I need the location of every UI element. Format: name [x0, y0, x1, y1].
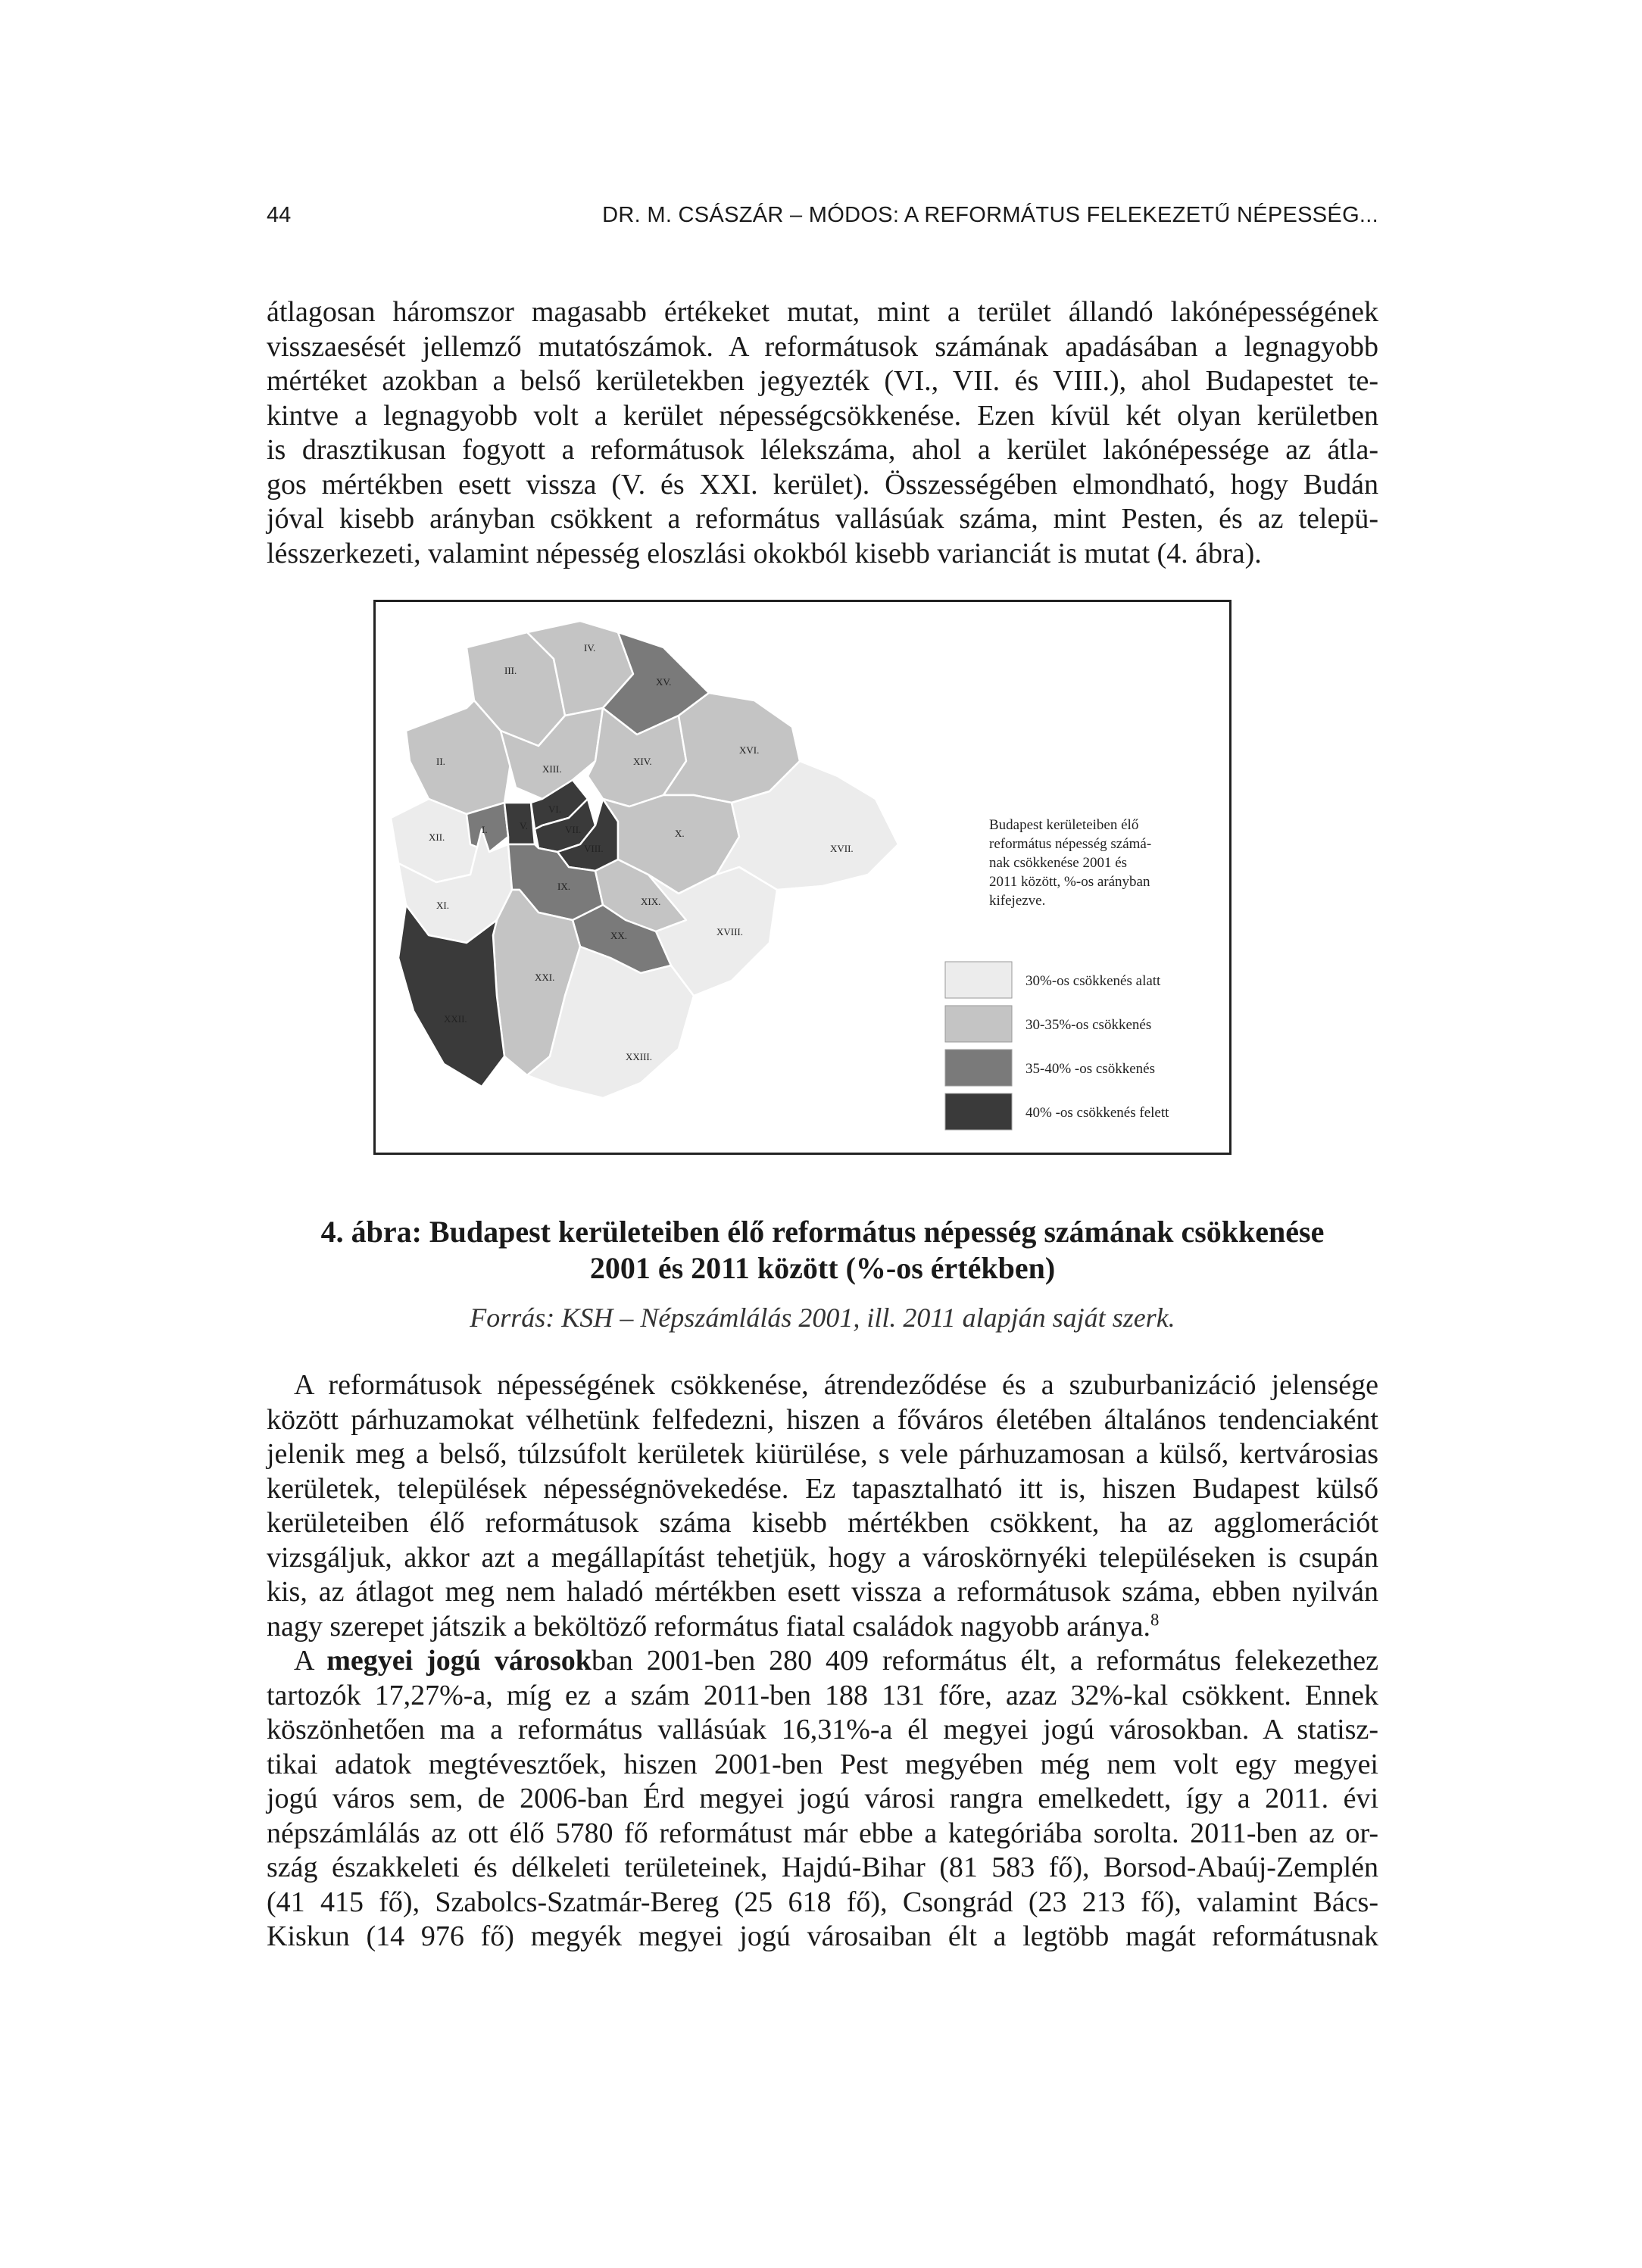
- text-line: A reformátusok népességének csökkenése, átrendeződése és a szuburbanizáció jelensége: [294, 1369, 1378, 1401]
- legend-label: 35-40% -os csökkenés: [1025, 1061, 1155, 1077]
- running-title: DR. M. CSÁSZÁR – MÓDOS: A REFORMÁTUS FELEKEZETŰ NÉPESSÉG...: [602, 203, 1378, 227]
- text-line: kis, az átlagot meg nem haladó mértékben esett vissza a reformátusok száma, ebben nyilván: [267, 1576, 1378, 1608]
- district-label: XXII.: [444, 1013, 467, 1025]
- text-line: [267, 1610, 1378, 1645]
- legend-note-line: református népesség számá-: [989, 836, 1152, 852]
- text-line: jogú város sem, de 2006-ban Érd megyei jogú városi rangra emelkedett, így a 2011. évi: [267, 1783, 1378, 1814]
- text-line: népszámlálás az ott élő 5780 fő reformátust már ebbe a kategóriába sorolta. 2011-ben az or-: [267, 1817, 1378, 1849]
- paragraph-3: [267, 1644, 1378, 1954]
- text-line: vizsgáljuk, akkor azt a megállapítást tehetjük, hogy a városkörnyéki településeken is csupán: [267, 1541, 1378, 1574]
- text-line: [267, 1644, 1378, 1679]
- text-line: jelenik meg a belső, túlzsúfolt kerületek kiürülése, s vele párhuzamosan a külső, kertvárosias: [267, 1438, 1378, 1470]
- text-run: nagy szerepet játszik a beköltöző református fiatal családok nagyobb aránya.: [267, 1610, 1150, 1643]
- legend-swatch-2: [945, 1050, 1012, 1086]
- district-label: X.: [675, 828, 685, 839]
- text-run: A: [294, 1645, 327, 1677]
- text-run: ban 2001-ben 280 409 református élt, a református felekezethez: [591, 1645, 1378, 1677]
- legend-swatch-3: [945, 1093, 1012, 1130]
- district-label: VII.: [565, 824, 582, 835]
- bold-phrase: megyei jogú városok: [326, 1645, 592, 1677]
- legend-label: 40% -os csökkenés felett: [1025, 1105, 1169, 1121]
- text-line: között párhuzamokat vélhetünk felfedezni, hiszen a főváros életében általános tendenciaként: [267, 1403, 1378, 1436]
- district-label: XIII.: [542, 763, 562, 775]
- figure-caption: [267, 1214, 1378, 1287]
- page-number: 44: [267, 203, 292, 227]
- text-line: szág északkeleti és délkeleti területeinek, Hajdú-Bihar (81 583 fő), Borsod-Abaúj-Zemplén: [267, 1852, 1378, 1883]
- figure-source: Forrás: KSH – Népszámlálás 2001, ill. 2011 alapján saját szerk.: [470, 1302, 1175, 1333]
- page-header: [267, 203, 1378, 233]
- district-label: XIX.: [641, 896, 661, 907]
- text-line: mértéket azokban a belső kerületekben jegyezték (VI., VII. és VIII.), ahol Budapestet te-: [267, 365, 1378, 397]
- district-label: XI.: [436, 900, 449, 911]
- legend-note-line: kifejezve.: [989, 893, 1046, 909]
- text-line: (41 415 fő), Szabolcs-Szatmár-Bereg (25 618 fő), Csongrád (23 213 fő), valamint Bács-: [267, 1886, 1378, 1918]
- district-label: XVIII.: [716, 926, 744, 937]
- text-line: kintve a legnagyobb volt a kerület népességcsökkenése. Ezen kívül két olyan kerületben: [267, 399, 1378, 432]
- district-label: XVI.: [739, 744, 760, 756]
- district-label: IV.: [584, 642, 596, 654]
- legend-swatch-1: [945, 1006, 1012, 1042]
- text-line: visszaesését jellemző mutatószámok. A reformátusok számának apadásában a legnagyobb: [267, 330, 1378, 363]
- text-line: kerületek, települések népességnövekedése. Ez tapasztalható itt is, hiszen Budapest külső: [267, 1472, 1378, 1505]
- district-map: [376, 602, 1229, 1153]
- district-label: VI.: [548, 803, 561, 815]
- text-line: lésszerkezeti, valamint népesség eloszlási okokból kisebb varianciát is mutat (4. ábra).: [267, 537, 1262, 569]
- paragraph-1: [267, 295, 1378, 571]
- text-line: kerületeiben élő reformátusok száma kisebb mértékben csökkent, ha az agglomerációt: [267, 1507, 1378, 1539]
- legend: [945, 962, 1169, 1130]
- text-line: jóval kisebb arányban csökkent a református vallásúak száma, mint Pesten, és az telepü-: [267, 503, 1378, 535]
- text-line: is drasztikusan fogyott a reformátusok lélekszáma, ahol a kerület lakónépessége az átla-: [267, 434, 1378, 466]
- legend-label: 30-35%-os csökkenés: [1025, 1017, 1152, 1033]
- text-line: gos mértékben esett vissza (V. és XXI. kerület). Összességében elmondható, hogy Budán: [267, 468, 1378, 501]
- caption-line: 4. ábra: Budapest kerületeiben élő református népesség számának csökkenése: [320, 1215, 1325, 1249]
- district-label: I.: [482, 824, 488, 835]
- district-label: IX.: [557, 881, 570, 892]
- legend-swatch-0: [945, 962, 1012, 998]
- legend-note-line: 2011 között, %-os arányban: [989, 874, 1150, 890]
- district-label: XXI.: [535, 972, 555, 983]
- district-label: III.: [504, 665, 517, 676]
- district-label: XXIII.: [626, 1051, 653, 1062]
- district-label: XV.: [656, 676, 672, 688]
- district-label: VIII.: [584, 843, 604, 854]
- text-line: köszönhetően ma a református vallásúak 16,31%-a él megyei jogú városokban. A statisz-: [267, 1714, 1378, 1745]
- text-line: átlagosan háromszor magasabb értékeket mutat, mint a terület állandó lakónépességének: [267, 296, 1378, 328]
- text-line: Kiskun (14 976 fő) megyék megyei jogú városaiban élt a legtöbb magát reformátusnak: [267, 1920, 1378, 1952]
- text-line: tikai adatok megtévesztőek, hiszen 2001-ben Pest megyében még nem volt egy megyei: [267, 1748, 1378, 1780]
- caption-line: 2001 és 2011 között (%-os értékben): [589, 1251, 1056, 1285]
- legend-note-line: Budapest kerületeiben élő: [989, 817, 1139, 833]
- legend-note-line: nak csökkenése 2001 és: [989, 855, 1128, 871]
- district-label: II.: [436, 756, 445, 767]
- paragraph-2: [267, 1368, 1378, 1644]
- district-label: XII.: [429, 831, 445, 843]
- district-label: XVII.: [830, 843, 854, 854]
- figure-map: [373, 600, 1232, 1155]
- footnote-ref: 8: [1150, 1609, 1160, 1629]
- district-label: V.: [520, 820, 528, 831]
- district-label: XIV.: [633, 756, 652, 767]
- legend-label: 30%-os csökkenés alatt: [1025, 973, 1161, 989]
- legend-note: [989, 817, 1151, 909]
- district-label: XX.: [610, 930, 628, 941]
- text-line: tartozók 17,27%-a, míg ez a szám 2011-ben 188 131 főre, azaz 32%-kal csökkent. Ennek: [267, 1679, 1378, 1711]
